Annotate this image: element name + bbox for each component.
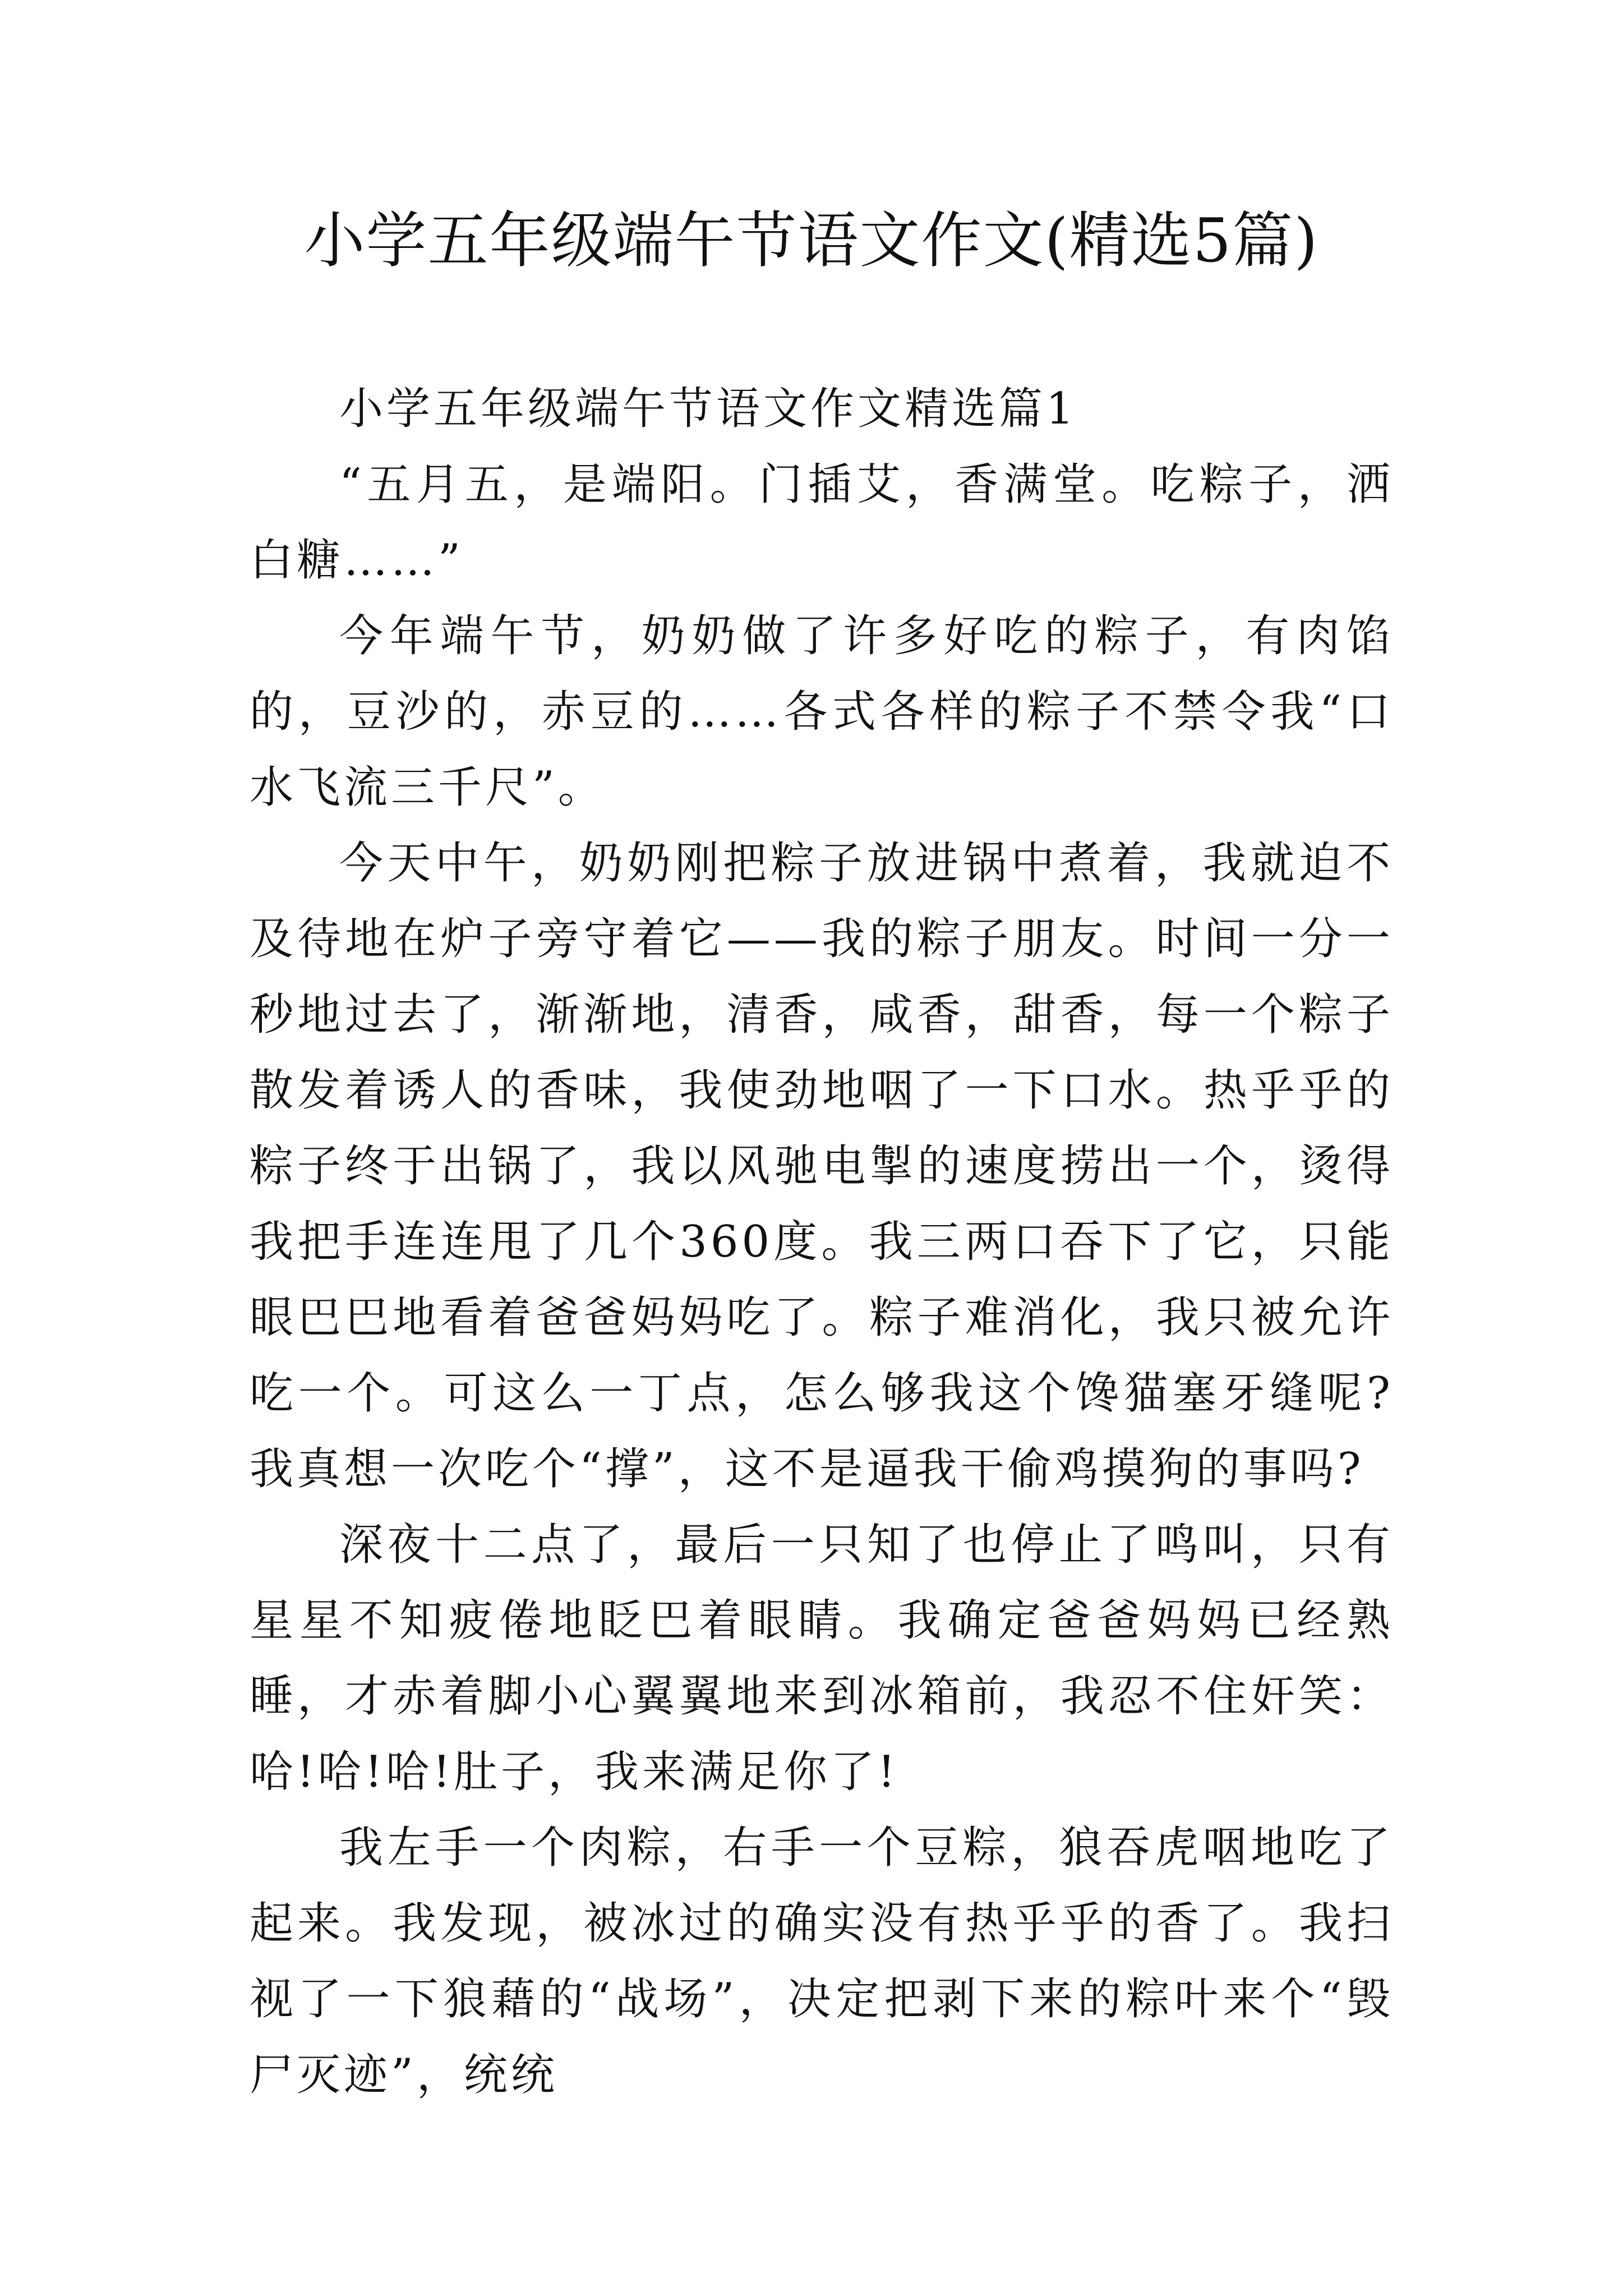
paragraph-eating: 我左手一个肉粽，右手一个豆粽，狼吞虎咽地吃了起来。我发现，被冰过的确实没有热乎乎的香了。我扫视了一下狼藉的“战场”，决定把剥下来的粽叶来个“毁尸灭迹”，统统 (250, 1823, 1394, 2100)
paragraph-midnight: 深夜十二点了，最后一只知了也停止了鸣叫，只有星星不知疲倦地眨巴着眼睛。我确定爸爸妈妈已经熟睡，才赤着脚小心翼翼地来到冰箱前，我忍不住奸笑：哈!哈!哈!肚子，我来满足你了! (250, 1520, 1394, 1797)
section-heading: 小学五年级端午节语文作文精选篇1 (339, 384, 1077, 434)
paragraph-poem: “五月五，是端阳。门插艾，香满堂。吃粽子，洒白糖……” (250, 459, 1394, 586)
document-body (250, 371, 1394, 2113)
paragraph-noon-cooking: 今天中午，奶奶刚把粽子放进锅中煮着，我就迫不及待地在炉子旁守着它——我的粽子朋友。时间一分一秒地过去了，渐渐地，清香，咸香，甜香，每一个粽子散发着诱人的香味，我使劲地咽了一下口水。热乎乎的粽子终于出锅了，我以风驰电掣的速度捞出一个，烫得我把手连连甩了几个360度。我三两口吞下了它，只能眼巴巴地看着爸爸妈妈吃了。粽子难消化，我只被允许吃一个。可这么一丁点，怎么够我这个馋猫塞牙缝呢?我真想一次吃个“撑”，这不是逼我干偷鸡摸狗的事吗? (250, 838, 1394, 1494)
document-title: 小学五年级端午节语文作文(精选5篇) (304, 206, 1319, 276)
paragraph-zongzi-variety: 今年端午节，奶奶做了许多好吃的粽子，有肉馅的，豆沙的，赤豆的……各式各样的粽子不禁令我“口水飞流三千尺”。 (250, 611, 1394, 813)
